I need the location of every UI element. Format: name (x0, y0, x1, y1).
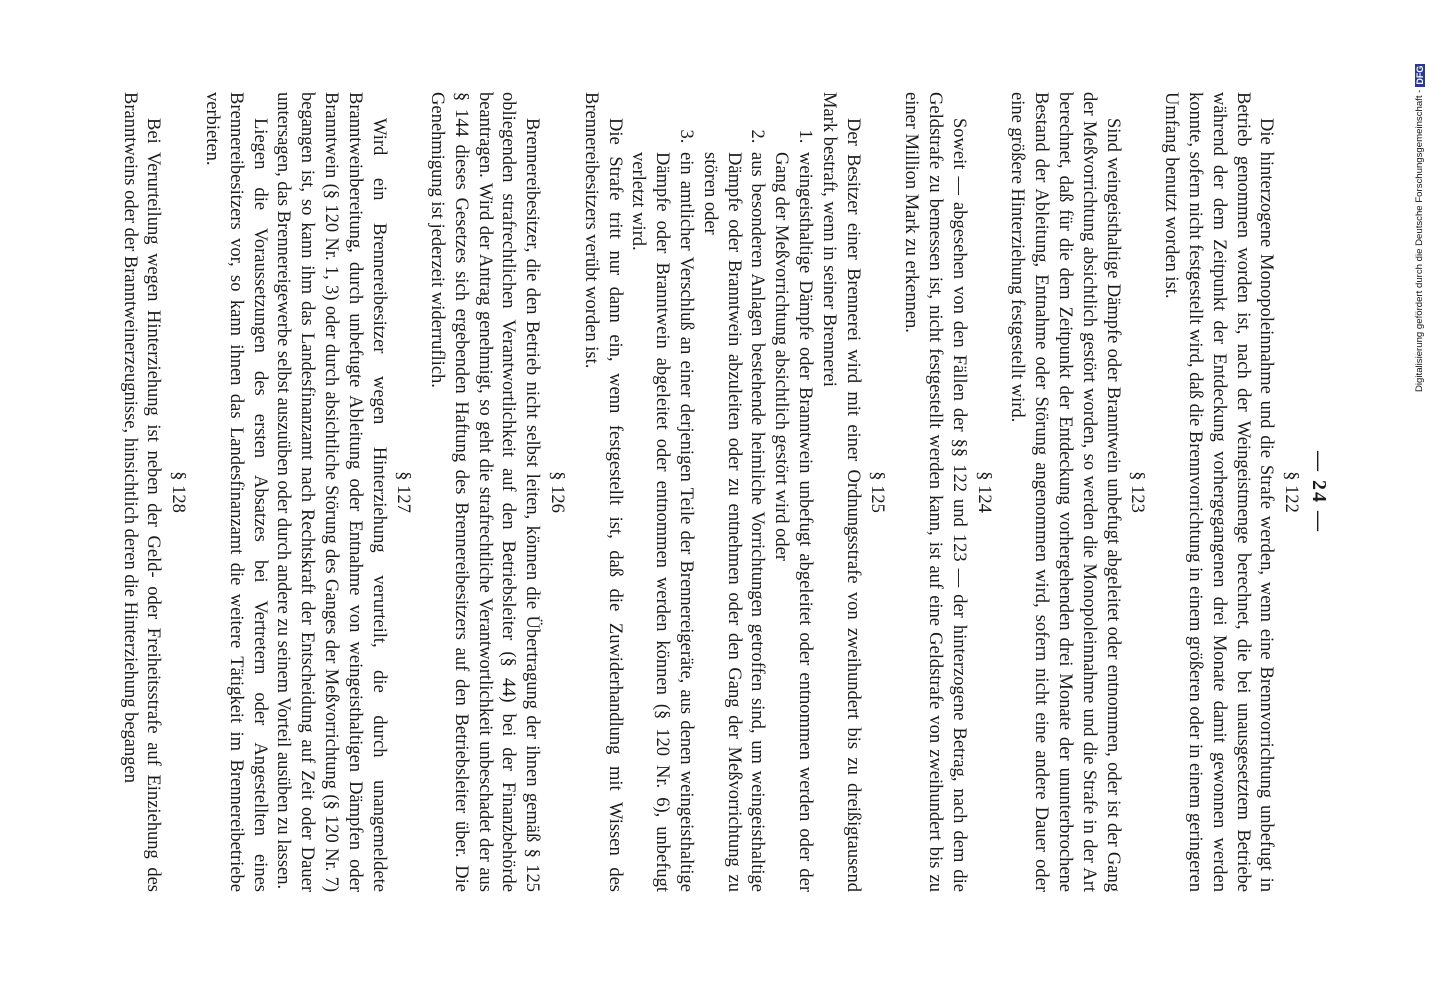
section-title: § 128 (168, 471, 189, 513)
paragraph: Die Strafe tritt nur dann ein, wenn festgestellt ist, daß die Zuwiderhandlung mit Wissen des Brennereibesitzers verübt worden ist. (580, 92, 625, 892)
paragraph: Soweit — abgesehen von den Fällen der §§ 122 und 123 — der hinterzogene Betrag, nach dem die Geldstrafe zu bemessen ist, nicht festgestellt werden kann, ist auf eine Geldstrafe von zweihundert bis zu einer Million Mark zu erkennen. (901, 92, 969, 892)
list-item: 3. ein amtlicher Verschluß an einer derjenigen Teile der Brennereigeräte, aus denen weingeisthaltige Dämpfe oder Branntwein abgeleitet oder entnommen werden können (§ 120 Nr. 6), unbefugt verletzt wird. (626, 148, 697, 892)
digitization-credit (1414, 0, 1425, 392)
section-title: § 127 (393, 471, 414, 513)
paragraph: Die hinterzogene Monopoleinnahme und die Strafe werden, wenn eine Brennvorrichtung unbefugt in Betrieb genommen worden ist, nach der Weingeistmenge berechnet, die bei unausgesetztem Betriebe während der dem Zeitpunkt der Entdeckung vorhergegangenen drei Monate damit gewonnen werden konnte, sofern nicht festgestellt wird, daß die Brennvorrichtung in einem größeren oder in einem geringeren Umfang benutzt worden ist. (1161, 92, 1277, 892)
section-title: § 126 (547, 471, 568, 513)
list-item: 2. aus besonderen Anlagen bestehende heimliche Vorrichtungen getroffen sind, um weingeisthaltige Dämpfe oder Branntwein abzuleiten oder zu entnehmen oder den Gang der Meßvorrichtung zu stören oder (697, 148, 768, 892)
page-body (117, 92, 1302, 892)
credit-text: Digitalisierung gefördert durch die Deutsche Forschungsgemeinschaft - (1414, 89, 1425, 392)
paragraph: Sind weingeisthaltige Dämpfe oder Branntwein unbefugt abgeleitet oder entnommen, oder ist der Gang der Meßvorrichtung absichtlich gestört worden, so werden die Monopoleinnahme und die Strafe in der Art berechnet, daß für die dem Zeitpunkt der Entdeckung vorhergehenden drei Monate der ununterbrochene Bestand der Ableitung, Entnahme oder Störung angenommen wird, sofern nicht eine andere Dauer oder eine größere Hinterziehung festgestellt wird. (1007, 92, 1123, 892)
section-title: § 124 (973, 471, 994, 513)
page-number: — 24 — (1308, 451, 1330, 533)
paragraph: Wird ein Brennereibesitzer wegen Hinterziehung verurteilt, die durch unangemeldete Branntweinbereitung, durch unbefugte Ableitung oder Entnahme von weingeisthaltigen Dämpfen oder Branntwein (§ 120 Nr. 1, 3) oder durch absichtliche Störung des Ganges der Meßvorrichtung (§ 120 Nr. 7) begangen ist, so kann ihm das Landesfinanzamt nach Rechtskraft der Entscheidung auf Zeit oder Dauer untersagen, das Brennereigewerbe selbst auszuüben oder durch andere zu seinem Vorteil ausüben zu lassen. (273, 92, 389, 892)
paragraph: Brennereibesitzer, die den Betrieb nicht selbst leiten, können die Übertragung der ihnen gemäß § 125 obliegenden strafrechtlichen Verantwortlichkeit auf den Betriebsleiter (§ 44) bei der Finanzbehörde beantragen. Wird der Antrag genehmigt, so geht die strafrechtliche Verantwortlichkeit unbeschadet der aus § 144 dieses Gesetzes sich ergebenden Haftung des Brennereibesitzers auf den Betriebsleiter über. Die Genehmigung ist jederzeit widerruflich. (427, 92, 543, 892)
list-item: 1. weingeisthaltige Dämpfe oder Branntwein unbefugt abgeleitet oder entnommen werden oder der Gang der Meßvorrichtung absichtlich gestört wird oder (768, 148, 816, 892)
dfg-logo: DFG (1414, 65, 1425, 85)
paragraph: Liegen die Voraussetzungen des ersten Absatzes bei Vertretern oder Angestellten eines Brennereibesitzers vor, so kann ihnen das Landesfinanzamt die weitere Tätigkeit im Brennereibetriebe verbieten. (201, 92, 270, 892)
paragraph: Bei Verurteilung wegen Hinterziehung ist neben der Geld- oder Freiheitsstrafe auf Einziehung des Branntweins oder der Branntweinerzeugnisse, hinsichtlich deren die Hinterziehung begangen (119, 92, 164, 892)
section-title: § 125 (867, 471, 888, 513)
document-page (98, 92, 1330, 892)
numbered-list (626, 92, 816, 892)
section-title: § 122 (1281, 471, 1302, 513)
section-title: § 123 (1127, 471, 1148, 513)
paragraph: Der Besitzer einer Brennerei wird mit einer Ordnungsstrafe von zweihundert bis zu dreißigtausend Mark bestraft, wenn in seiner Brennerei (818, 92, 863, 892)
